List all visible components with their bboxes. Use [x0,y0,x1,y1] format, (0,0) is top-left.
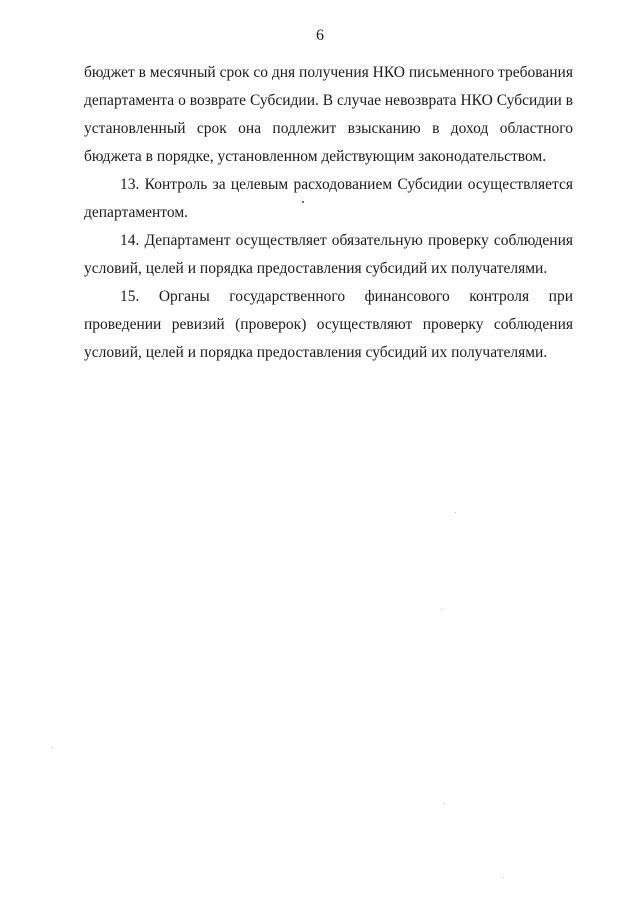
scan-speck [455,512,456,513]
scan-speck [52,747,53,748]
paragraph-13: 13. Контроль за целевым расходованием Субсидии осуществляется департаментом. [84,176,573,221]
paragraph-15: 15. Органы государственного финансового контроля при проведении ревизий (проверок) осуществляют проверку соблюдения условий, целей и порядка предоставления субсидий их получателями. [84,288,573,361]
document-body [84,59,573,367]
scan-speck [503,877,504,878]
scan-speck [302,201,304,203]
scan-speck [444,803,445,804]
page-number: 6 [316,27,324,44]
paragraph-14: 14. Департамент осуществляет обязательную проверку соблюдения условий, целей и порядка предоставления субсидий их получателями. [84,232,573,277]
scan-speck [441,609,442,610]
paragraph-1: бюджет в месячный срок со дня получения НКО письменного требования департамента о возврате Субсидии. В случае невозврата НКО Субсидии в установленный срок она подлежит взысканию в доход областного бюджета в порядке, установленном действующим законодательством. [84,64,573,165]
